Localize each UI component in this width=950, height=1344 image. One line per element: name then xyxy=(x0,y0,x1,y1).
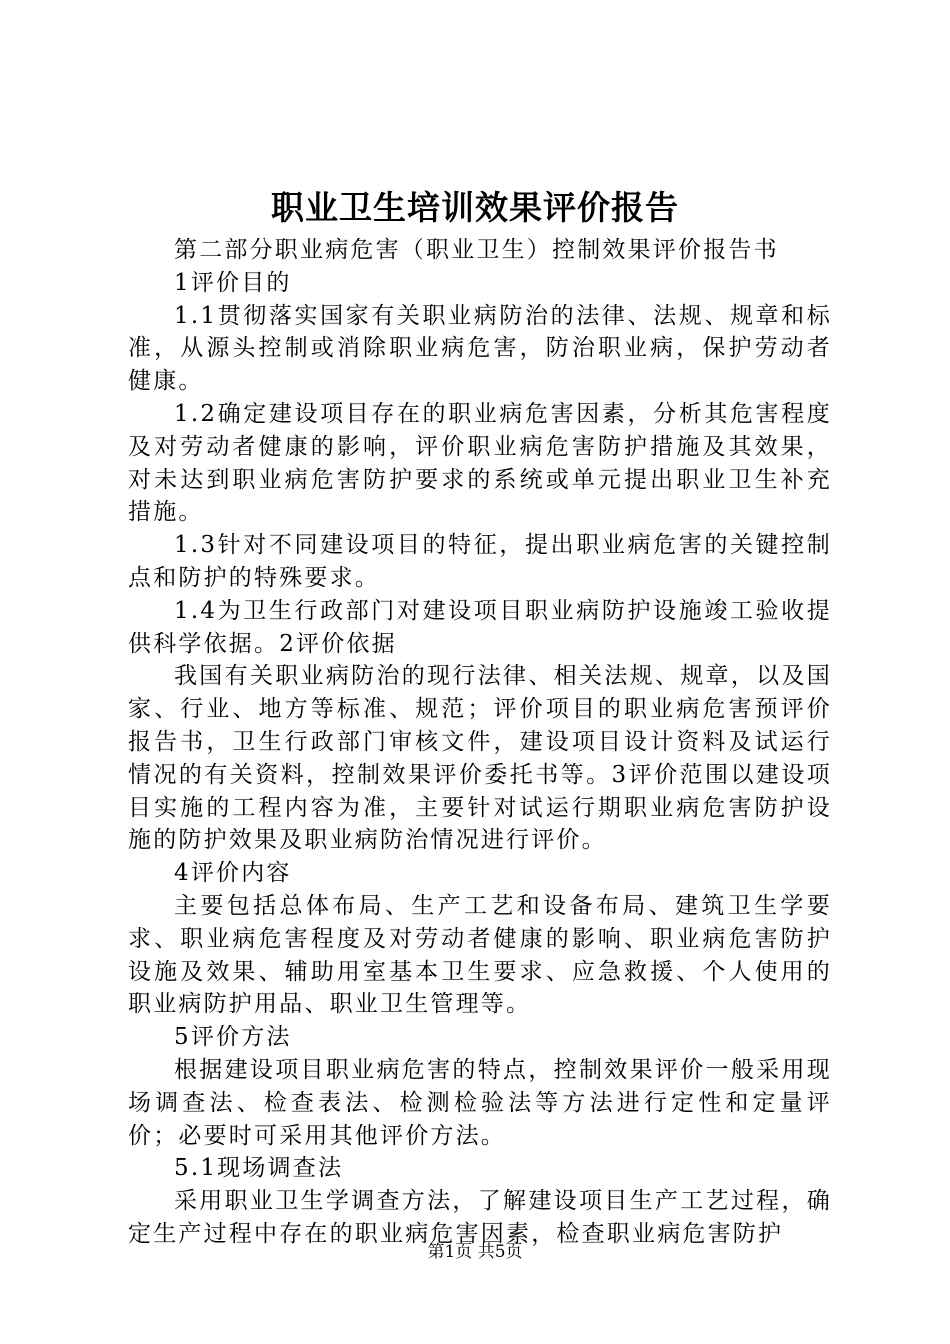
paragraph: 我国有关职业病防治的现行法律、相关法规、规章，以及国家、行业、地方等标准、规范；评价项目的职业病危害预评价报告书，卫生行政部门审核文件，建设项目设计资料及试运行情况的有关资料，控制效果评价委托书等。3评价范围以建设项目实施的工程内容为准，主要针对试运行期职业病危害防护设施的防护效果及职业病防治情况进行评价。 xyxy=(128,663,832,854)
document-body xyxy=(128,234,832,1251)
paragraph: 主要包括总体布局、生产工艺和设备布局、建筑卫生学要求、职业病危害程度及对劳动者健康的影响、职业病危害防护设施及效果、辅助用室基本卫生要求、应急救援、个人使用的职业病防护用品、职业卫生管理等。 xyxy=(128,892,832,1018)
paragraph: 第二部分职业病危害（职业卫生）控制效果评价报告书 xyxy=(174,237,779,263)
paragraph: 1.1贯彻落实国家有关职业病防治的法律、法规、规章和标准，从源头控制或消除职业病危害，防治职业病，保护劳动者健康。 xyxy=(128,302,832,395)
paragraph: 1.3针对不同建设项目的特征，提出职业病危害的关键控制点和防护的特殊要求。 xyxy=(128,532,832,591)
paragraph: 1.2确定建设项目存在的职业病危害因素，分析其危害程度及对劳动者健康的影响，评价职业病危害防护措施及其效果，对未达到职业病危害防护要求的系统或单元提出职业卫生补充措施。 xyxy=(128,400,832,526)
section-heading: 5.1现场调查法 xyxy=(174,1155,344,1182)
section-heading: 1评价目的 xyxy=(174,269,292,296)
paragraph: 1.4为卫生行政部门对建设项目职业病防护设施竣工验收提供科学依据。2评价依据 xyxy=(128,597,832,657)
section-heading: 5评价方法 xyxy=(174,1024,292,1051)
paragraph: 根据建设项目职业病危害的特点，控制效果评价一般采用现场调查法、检查表法、检测检验法等方法进行定性和定量评价；必要时可采用其他评价方法。 xyxy=(128,1056,832,1149)
document-title: 职业卫生培训效果评价报告 xyxy=(271,188,679,227)
paragraph: 采用职业卫生学调查方法，了解建设项目生产工艺过程，确定生产过程中存在的职业病危害因素，检查职业病危害防护 xyxy=(128,1188,832,1247)
page-footer: 第1页 共5页 xyxy=(427,1242,523,1262)
section-heading: 4评价内容 xyxy=(174,860,292,887)
